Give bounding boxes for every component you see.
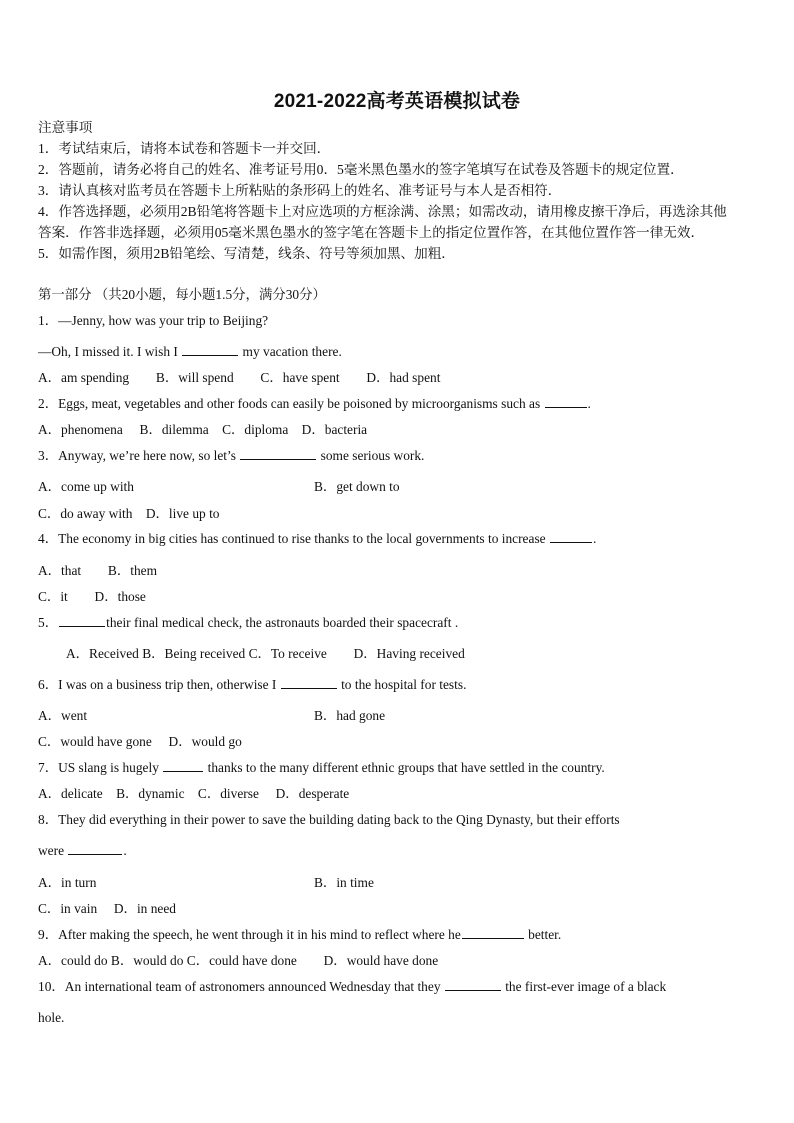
question-text: . bbox=[592, 531, 597, 546]
question-10-stem-cont: hole. bbox=[38, 1010, 65, 1025]
question-8-stem: 8．They did everything in their power to save the building dating back to the Qing Dynasty, but their efforts bbox=[38, 812, 620, 827]
question-text: 7．US slang is hugely bbox=[38, 760, 163, 775]
question-1-reply bbox=[38, 343, 342, 361]
question-9-options: A．could do B．would do C．could have done D．would have done bbox=[38, 953, 439, 968]
question-1-options: A．am spending B．will spend C．have spent D．had spent bbox=[38, 370, 441, 385]
answer-blank bbox=[445, 978, 501, 991]
answer-blank bbox=[462, 926, 524, 939]
notice-heading: 注意事项 bbox=[38, 120, 93, 135]
question-text: my vacation there. bbox=[239, 344, 342, 359]
question-8-options: C．in vain D．in need bbox=[38, 901, 176, 916]
notice-item: 答案．作答非选择题，必须用05毫米黑色墨水的签字笔在答题卡上的指定位置作答，在其他位置作答一律无效． bbox=[38, 225, 705, 240]
page-title: 2021-2022高考英语模拟试卷 bbox=[273, 91, 521, 112]
option-b: B．get down to bbox=[314, 479, 400, 494]
notice-item: 2．答题前，请务必将自己的姓名、准考证号用0．5毫米黑色墨水的签字笔填写在试卷及答题卡的规定位置． bbox=[38, 162, 684, 177]
question-1-stem: 1．—Jenny, how was your trip to Beijing? bbox=[38, 313, 269, 328]
question-7-options: A．delicate B．dynamic C．diverse D．desperate bbox=[38, 786, 350, 801]
question-5-stem bbox=[38, 614, 458, 632]
question-2-stem bbox=[38, 395, 591, 413]
question-text: some serious work. bbox=[317, 448, 425, 463]
question-9-stem bbox=[38, 926, 561, 944]
notice-item: 1．考试结束后，请将本试卷和答题卡一并交回． bbox=[38, 141, 331, 156]
question-8-options bbox=[38, 874, 374, 892]
question-5-options: A．Received B．Being received C．To receive D．Having received bbox=[66, 646, 465, 661]
answer-blank bbox=[68, 842, 122, 855]
answer-blank bbox=[182, 343, 238, 356]
notice-item: 5．如需作图，须用2B铅笔绘、写清楚，线条、符号等须加黑、加粗． bbox=[38, 246, 455, 261]
notice-item: 4．作答选择题，必须用2B铅笔将答题卡上对应选项的方框涂满、涂黑；如需改动，请用橡皮擦干净后，再选涂其他 bbox=[38, 204, 727, 219]
option-b: B．had gone bbox=[314, 708, 386, 723]
question-text: —Oh, I missed it. I wish I bbox=[38, 344, 182, 359]
question-6-options: C．would have gone D．would go bbox=[38, 734, 242, 749]
question-text: better. bbox=[524, 927, 562, 942]
question-4-stem bbox=[38, 530, 596, 548]
question-8-stem-cont bbox=[38, 842, 127, 860]
question-text: 5． bbox=[38, 615, 59, 630]
question-2-options: A．phenomena B．dilemma C．diploma D．bacteria bbox=[38, 422, 368, 437]
question-text: . bbox=[123, 843, 127, 858]
question-3-stem bbox=[38, 447, 424, 465]
answer-blank bbox=[163, 759, 203, 772]
question-7-stem bbox=[38, 759, 605, 777]
option-a: A．come up with bbox=[38, 479, 134, 494]
option-b: B．in time bbox=[314, 875, 374, 890]
question-4-options: A．that B．them bbox=[38, 563, 158, 578]
question-6-stem bbox=[38, 676, 466, 694]
option-a: A．in turn bbox=[38, 875, 97, 890]
question-text: 9．After making the speech, he went through it in his mind to reflect where he bbox=[38, 927, 461, 942]
question-4-options: C．it D．those bbox=[38, 589, 146, 604]
question-text: to the hospital for tests. bbox=[337, 677, 467, 692]
question-text: 10．An international team of astronomers announced Wednesday that they bbox=[38, 979, 444, 994]
answer-blank bbox=[545, 395, 587, 408]
question-text: were bbox=[38, 843, 68, 858]
answer-blank bbox=[281, 676, 337, 689]
question-text: the first-ever image of a black bbox=[501, 979, 667, 994]
answer-blank bbox=[59, 614, 105, 627]
answer-blank bbox=[240, 447, 316, 460]
question-text: thanks to the many different ethnic groups that have settled in the country. bbox=[204, 760, 605, 775]
answer-blank bbox=[550, 530, 592, 543]
question-text: 4．The economy in big cities has continued to rise thanks to the local governments to increase bbox=[38, 531, 549, 546]
question-text: 3．Anyway, we’re here now, so let’s bbox=[38, 448, 240, 463]
section-heading: 第一部分 （共20小题，每小题1.5分，满分30分） bbox=[38, 287, 326, 302]
question-text: their final medical check, the astronauts boarded their spacecraft . bbox=[106, 615, 459, 630]
question-10-stem bbox=[38, 978, 666, 996]
question-text: 6．I was on a business trip then, otherwise I bbox=[38, 677, 280, 692]
question-text: . bbox=[587, 396, 591, 411]
question-6-options bbox=[38, 707, 386, 725]
question-3-options: C．do away with D．live up to bbox=[38, 506, 220, 521]
question-text: 2．Eggs, meat, vegetables and other foods can easily be poisoned by microorganisms such as bbox=[38, 396, 544, 411]
question-3-options bbox=[38, 478, 400, 496]
option-a: A．went bbox=[38, 708, 88, 723]
notice-item: 3．请认真核对监考员在答题卡上所粘贴的条形码上的姓名、准考证号与本人是否相符． bbox=[38, 183, 562, 198]
